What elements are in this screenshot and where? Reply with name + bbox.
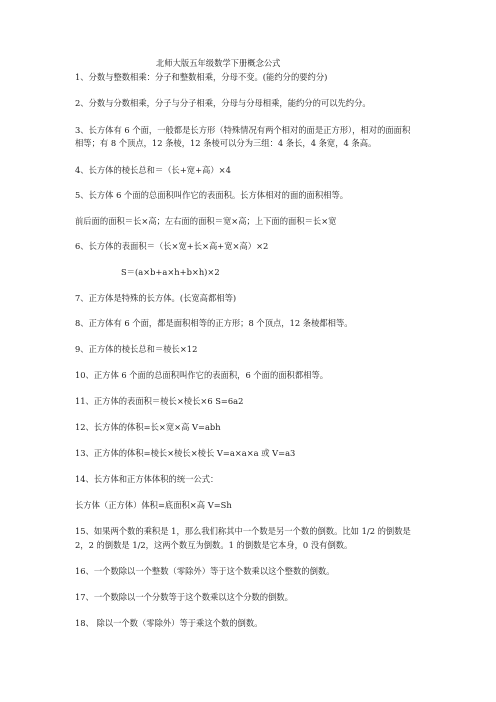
line-8: 8、正方体有 6 个面，都是面积相等的正方形；8 个顶点，12 条棱都相等。	[75, 318, 353, 328]
line-17: 17、一个数除以一个分数等于这个数乘以这个分数的倒数。	[75, 592, 293, 602]
line-15: 15、如果两个数的乘积是 1，那么我们称其中一个数是另一个数的倒数。比如 1/2 的倒数是	[75, 526, 411, 536]
line-7: 7、正方体是特殊的长方体。(长宽高都相等)	[75, 293, 237, 303]
line-12: 12、长方体的体积=长×宽×高 V=abh	[75, 422, 221, 432]
line-4: 4、长方体的棱长总和＝（长+宽+高）×4	[75, 165, 231, 175]
line-14: 14、长方体和正方体体积的统一公式：	[75, 474, 219, 484]
line-15b: 2，2 的倒数是 1/2，这两个数互为倒数。1 的倒数是它本身，0 没有倒数。	[75, 540, 353, 550]
document-title: 北师大版五年级数学下册概念公式	[156, 58, 281, 68]
line-18: 18、 除以一个数（零除外）等于乘这个数的倒数。	[75, 618, 263, 628]
line-3b: 相等；有 8 个顶点，12 条棱，12 条棱可以分为三组：4 条长，4 条宽，4 条高。	[75, 138, 377, 148]
line-16: 16、一个数除以一个整数（零除外）等于这个数乘以这个整数的倒数。	[75, 566, 335, 576]
line-3: 3、长方体有 6 个面，一般都是长方形（特殊情况有两个相对的面是正方形），相对的面面积	[75, 125, 411, 135]
line-5: 5、长方体 6 个面的总面积叫作它的表面积。长方体相对的面的面积相等。	[75, 190, 349, 200]
line-unified-formula: 长方体（正方体）体积=底面积×高 V=Sh	[75, 500, 232, 510]
line-11: 11、正方体的表面积＝棱长×棱长×6 S=6a2	[75, 396, 244, 406]
line-formula-s: S＝(a×b+a×h+b×h)×2	[121, 267, 220, 277]
line-1: 1、分数与整数相乘：分子和整数相乘，分母不变。(能约分的要约分)	[75, 72, 328, 82]
line-9: 9、正方体的棱长总和＝棱长×12	[75, 344, 198, 354]
line-2: 2、分数与分数相乘，分子与分子相乘，分母与分母相乘，能约分的可以先约分。	[75, 98, 371, 108]
line-areas: 前后面的面积＝长×高；左右面的面积＝宽×高；上下面的面积＝长×宽	[75, 216, 337, 226]
line-6: 6、长方体的表面积＝（长×宽+长×高+宽×高）×2	[75, 241, 269, 251]
line-10: 10、正方体 6 个面的总面积叫作它的表面积，6 个面的面积都相等。	[75, 370, 329, 380]
line-13: 13、正方体的体积=棱长×棱长×棱长 V=a×a×a 或 V=a3	[75, 448, 296, 458]
